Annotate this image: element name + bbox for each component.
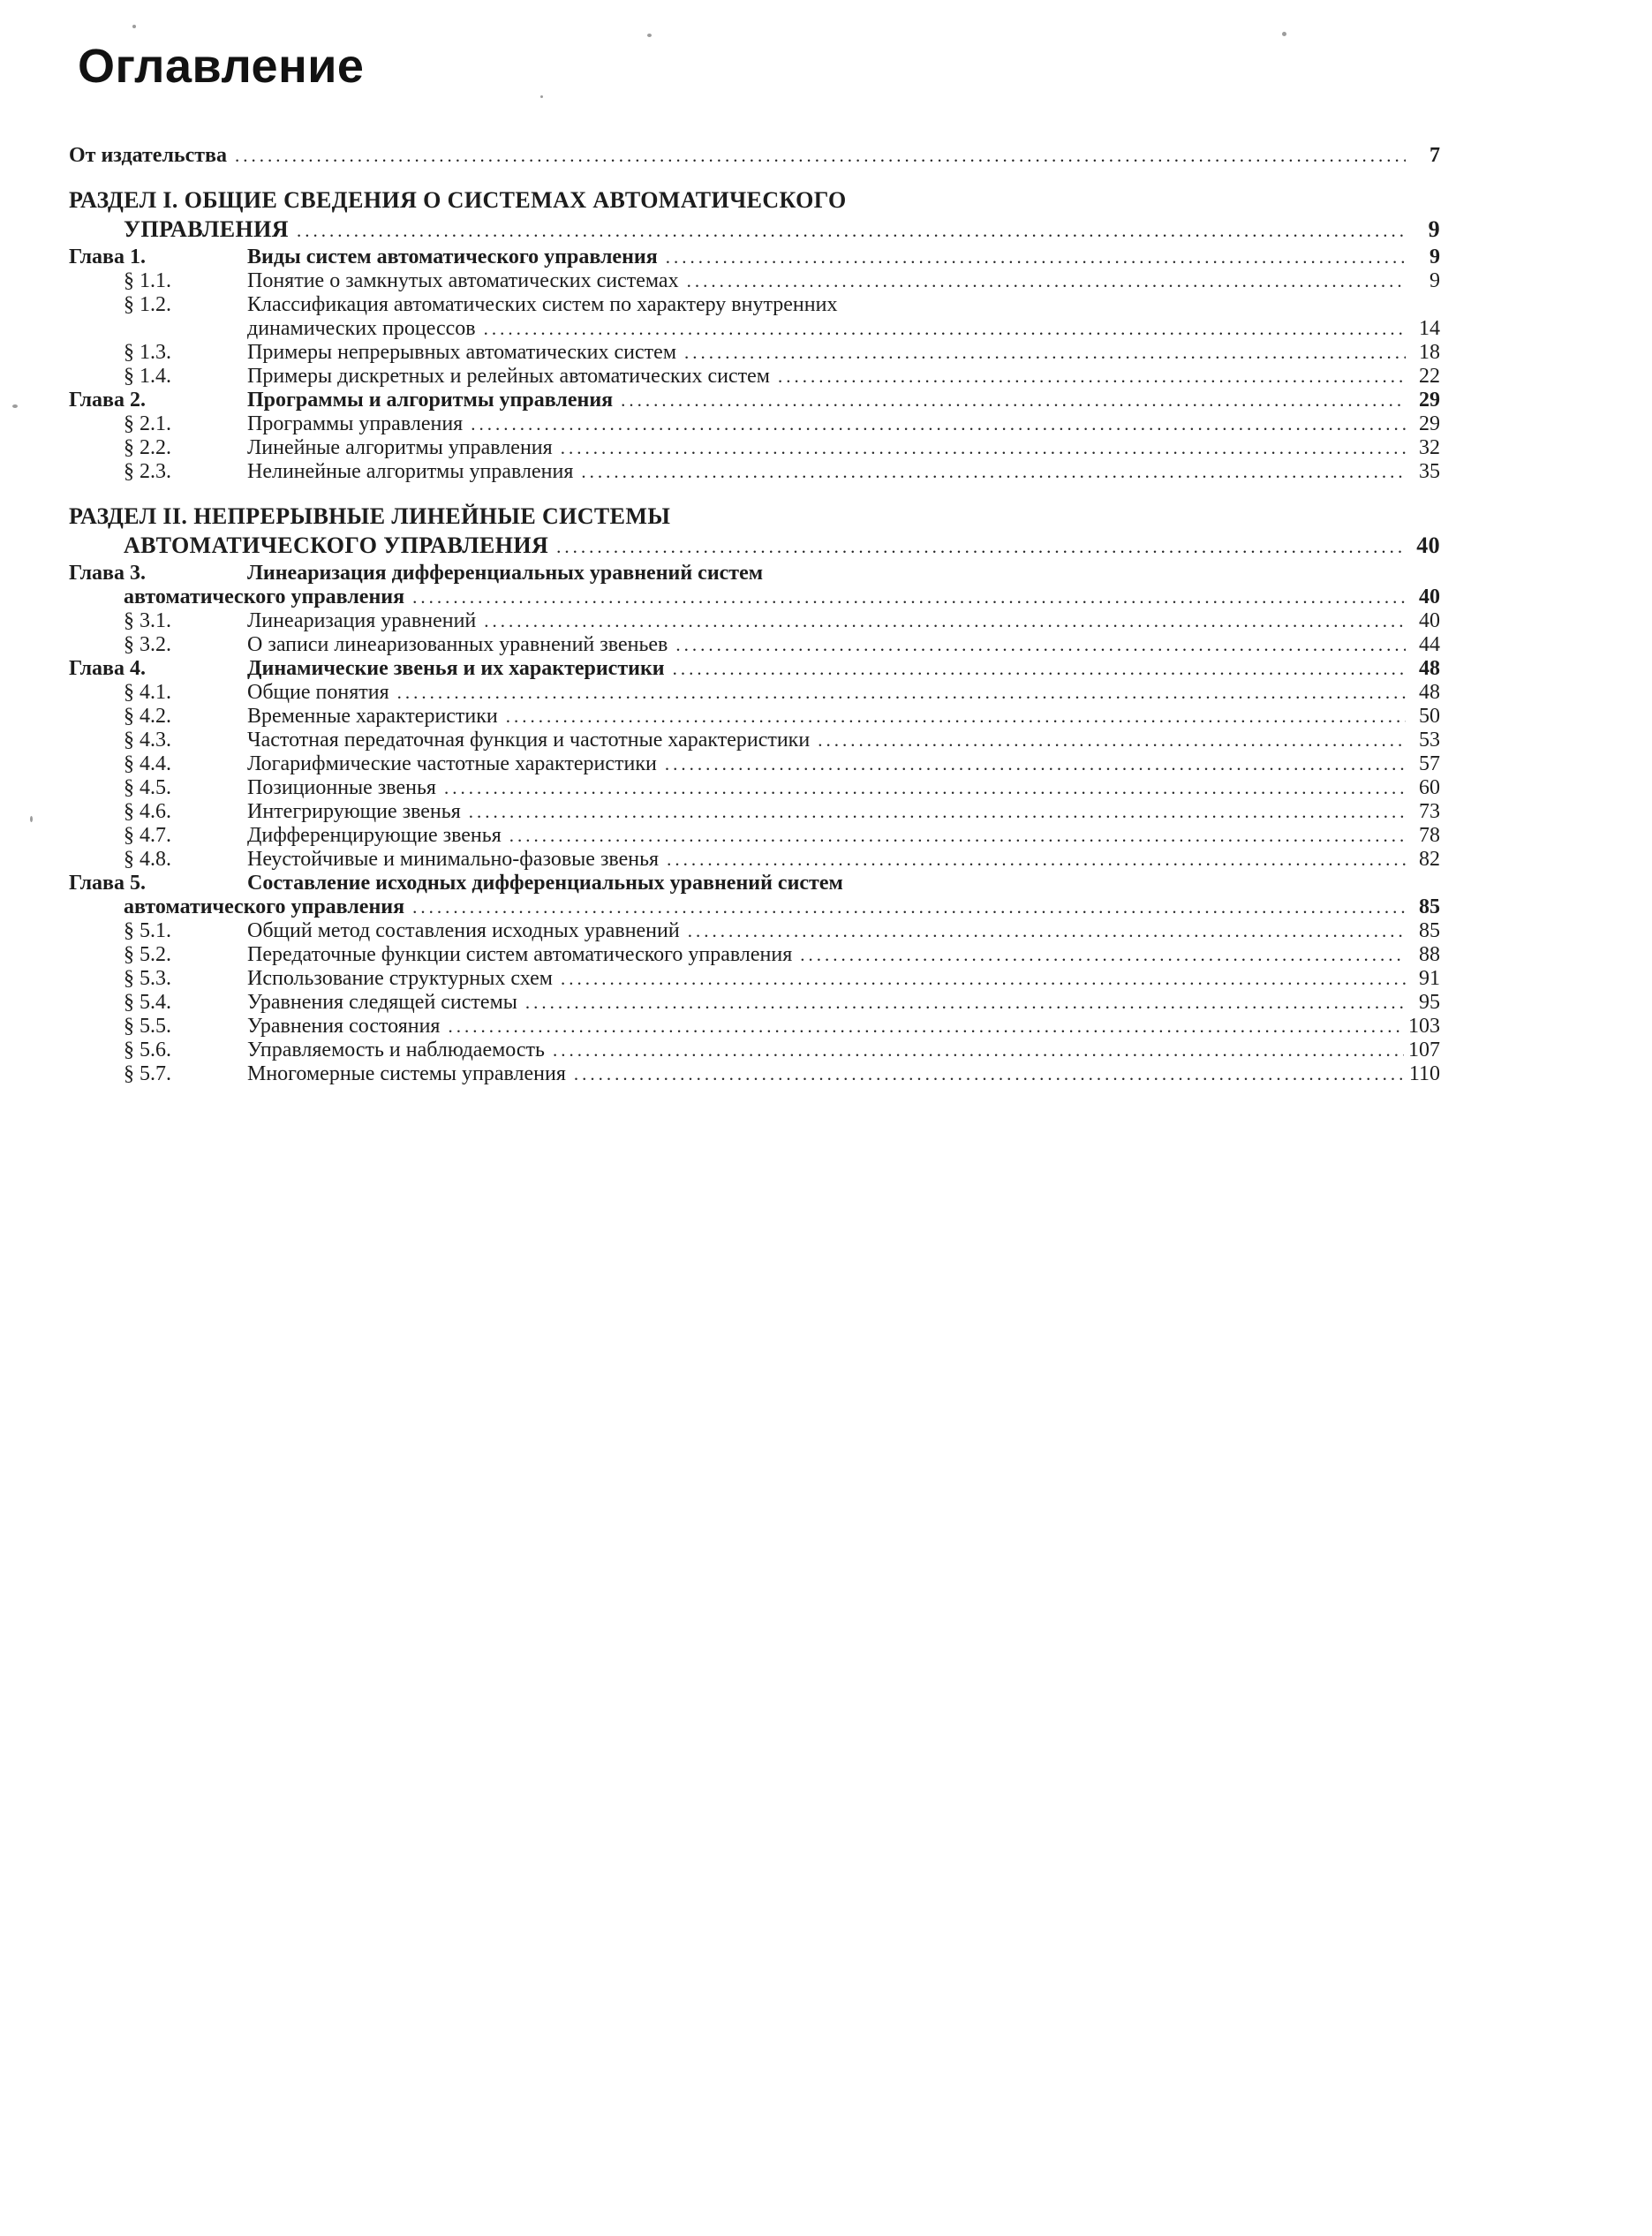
dot-leader [235, 144, 1406, 168]
toc-entry-label: Глава 1. [69, 246, 146, 269]
toc-entry [69, 185, 1440, 246]
dot-leader [484, 609, 1406, 633]
toc-entry-title: Динамические звенья и их характеристики [247, 657, 665, 681]
toc-entry-label: § 2.1. [124, 412, 171, 436]
toc-entry-title: Неустойчивые и минимально-фазовые звенья [247, 848, 660, 872]
toc-entry-title: Линеаризация уравнений [247, 609, 477, 633]
toc-entry-label: § 4.6. [124, 800, 171, 824]
toc-entry-line [69, 293, 1440, 317]
toc-entry [69, 967, 1440, 991]
dot-leader [448, 1015, 1404, 1039]
toc-entry-label: § 4.4. [124, 752, 171, 776]
toc-entry-title: Виды систем автоматического управления [247, 246, 658, 269]
toc-entry-label: § 2.2. [124, 436, 171, 460]
dot-leader [818, 729, 1406, 752]
toc-entry-title: Программы и алгоритмы управления [247, 389, 614, 412]
toc-page-number: 35 [1419, 460, 1440, 484]
toc-page-number: 29 [1419, 412, 1440, 436]
toc-entry-label: § 4.8. [124, 848, 171, 872]
toc-page-number: 14 [1419, 317, 1440, 341]
toc-entry-line [69, 185, 1440, 215]
toc-entry-title: Линеаризация дифференциальных уравнений систем [247, 562, 764, 585]
toc-entry-label: § 1.4. [124, 365, 171, 389]
toc-entry-line [69, 657, 1440, 681]
toc-entry-line [69, 776, 1440, 800]
toc-entry-title: Дифференцирующие звенья [247, 824, 502, 848]
toc-page-number: 40 [1419, 585, 1440, 609]
toc-page-number: 110 [1408, 1062, 1440, 1086]
dot-leader [561, 436, 1406, 460]
toc-entry-title: Понятие о замкнутых автоматических системах [247, 269, 679, 293]
toc-entry-line [69, 1039, 1440, 1062]
toc-entry [69, 752, 1440, 776]
toc-entry [69, 824, 1440, 848]
toc-entry-line [69, 752, 1440, 776]
toc-entry [69, 389, 1440, 412]
toc-page-number: 48 [1419, 681, 1440, 705]
dot-leader [581, 460, 1406, 484]
dot-leader [667, 848, 1406, 872]
toc-entry-line [69, 389, 1440, 412]
dot-leader [553, 1039, 1404, 1062]
toc-entry-line [69, 1062, 1440, 1086]
toc-entry-title: Составление исходных дифференциальных уравнений систем [247, 872, 843, 895]
toc-entry [69, 919, 1440, 943]
dot-leader [509, 824, 1406, 848]
toc-list [69, 144, 1440, 1086]
toc-entry-label: § 5.5. [124, 1015, 171, 1039]
toc-entry-line [69, 967, 1440, 991]
dot-leader [673, 657, 1406, 681]
toc-entry [69, 729, 1440, 752]
page-title: Оглавление [78, 40, 365, 93]
toc-entry-line [69, 531, 1440, 562]
dot-leader [484, 317, 1406, 341]
toc-entry-title: Использование структурных схем [247, 967, 553, 991]
toc-entry-title: Многомерные системы управления [247, 1062, 566, 1086]
toc-entry-line [69, 365, 1440, 389]
toc-page-number: 88 [1419, 943, 1440, 967]
toc-entry-line [69, 460, 1440, 484]
toc-entry-title: Уравнения состояния [247, 1015, 441, 1039]
toc-page-number: 95 [1419, 991, 1440, 1015]
dot-leader [574, 1062, 1405, 1086]
toc-entry [69, 705, 1440, 729]
toc-page-number: 91 [1419, 967, 1440, 991]
toc-page-number: 85 [1419, 895, 1440, 919]
toc-entry-line [69, 633, 1440, 657]
toc-page-number: 40 [1419, 609, 1440, 633]
toc-entry-label: § 5.7. [124, 1062, 171, 1086]
scan-speck [1282, 32, 1286, 36]
toc-entry [69, 293, 1440, 341]
toc-entry-line [69, 895, 1440, 919]
toc-page-number: 85 [1419, 919, 1440, 943]
scan-speck [540, 95, 543, 98]
toc-entry-line [69, 681, 1440, 705]
toc-entry-label: § 1.1. [124, 269, 171, 293]
toc-entry-title: Позиционные звенья [247, 776, 436, 800]
toc-entry-title: Логарифмические частотные характеристики [247, 752, 657, 776]
toc-page-number: 50 [1419, 705, 1440, 729]
toc-entry-line [69, 848, 1440, 872]
toc-entry [69, 502, 1440, 562]
toc-entry-label: § 2.3. [124, 460, 171, 484]
toc-entry-title: Линейные алгоритмы управления [247, 436, 553, 460]
toc-entry-title: Интегрирующие звенья [247, 800, 461, 824]
toc-page-number: 9 [1428, 216, 1440, 243]
toc-entry-line [69, 412, 1440, 436]
toc-entry-line [69, 943, 1440, 967]
toc-entry-title: Программы управления [247, 412, 464, 436]
toc-entry-label: § 4.7. [124, 824, 171, 848]
dot-leader [469, 800, 1406, 824]
toc-page-number: 40 [1416, 533, 1440, 559]
toc-page-number: 32 [1419, 436, 1440, 460]
toc-page-number: 29 [1419, 389, 1440, 412]
toc-entry-line [69, 585, 1440, 609]
toc-page-number: 73 [1419, 800, 1440, 824]
toc-entry [69, 681, 1440, 705]
toc-entry-line [69, 919, 1440, 943]
dot-leader [525, 991, 1406, 1015]
toc-entry-line [69, 436, 1440, 460]
toc-page-number: 7 [1429, 144, 1440, 168]
toc-page-number: 107 [1408, 1039, 1440, 1062]
dot-leader [665, 752, 1406, 776]
toc-entry-label: Глава 3. [69, 562, 146, 585]
dot-leader [561, 967, 1406, 991]
toc-entry-label: § 3.2. [124, 633, 171, 657]
toc-page-number: 103 [1408, 1015, 1440, 1039]
dot-leader [297, 215, 1406, 246]
toc-entry-line [69, 1015, 1440, 1039]
toc-entry [69, 1015, 1440, 1039]
toc-entry-line [69, 729, 1440, 752]
toc-entry [69, 848, 1440, 872]
toc-entry-line [69, 824, 1440, 848]
toc-entry [69, 269, 1440, 293]
scan-speck [647, 34, 652, 37]
toc-entry-title: динамических процессов [247, 317, 476, 341]
toc-entry [69, 562, 1440, 609]
toc-entry-line [69, 872, 1440, 895]
toc-entry-title: автоматического управления [124, 895, 405, 919]
toc-entry-title: автоматического управления [124, 585, 405, 609]
scan-speck [30, 816, 33, 822]
toc-page-number: 78 [1419, 824, 1440, 848]
toc-entry [69, 365, 1440, 389]
toc-entry-title: Частотная передаточная функция и частотные характеристики [247, 729, 811, 752]
toc-entry-title: Общий метод составления исходных уравнений [247, 919, 680, 943]
toc-entry-label: Глава 5. [69, 872, 146, 895]
toc-entry-line [69, 144, 1440, 168]
toc-entry-line [69, 991, 1440, 1015]
toc-page-number: 57 [1419, 752, 1440, 776]
toc-entry-label: § 4.2. [124, 705, 171, 729]
toc-entry [69, 436, 1440, 460]
toc-entry [69, 341, 1440, 365]
toc-entry [69, 872, 1440, 919]
toc-entry-line [69, 609, 1440, 633]
toc-entry [69, 776, 1440, 800]
toc-entry-label: § 1.2. [124, 293, 171, 317]
toc-entry [69, 1062, 1440, 1086]
dot-leader [621, 389, 1406, 412]
toc-entry-label: Глава 4. [69, 657, 146, 681]
toc-entry-label: Глава 2. [69, 389, 146, 412]
toc-entry-line [69, 215, 1440, 246]
toc-entry-title: Общие понятия [247, 681, 389, 705]
toc-entry-title: Классификация автоматических систем по характеру внутренних [247, 293, 838, 317]
toc-entry [69, 246, 1440, 269]
toc-entry [69, 943, 1440, 967]
scan-speck [12, 404, 18, 408]
toc-entry-label: § 4.3. [124, 729, 171, 752]
toc-entry-label: § 4.1. [124, 681, 171, 705]
dot-leader [412, 585, 1406, 609]
toc-entry-label: § 5.1. [124, 919, 171, 943]
dot-leader [666, 246, 1406, 269]
toc-entry-label: § 5.2. [124, 943, 171, 967]
toc-entry-line [69, 800, 1440, 824]
toc-entry-label: § 3.1. [124, 609, 171, 633]
toc-entry [69, 144, 1440, 168]
toc-entry [69, 1039, 1440, 1062]
dot-leader [688, 919, 1406, 943]
toc-entry-title: О записи линеаризованных уравнений звеньев [247, 633, 668, 657]
toc-entry-line [69, 341, 1440, 365]
toc-entry-line [69, 705, 1440, 729]
toc-entry-title: РАЗДЕЛ II. НЕПРЕРЫВНЫЕ ЛИНЕЙНЫЕ СИСТЕМЫ [69, 503, 671, 530]
dot-leader [684, 341, 1406, 365]
toc-entry-title: Примеры дискретных и релейных автоматических систем [247, 365, 770, 389]
scan-speck [132, 25, 136, 28]
toc-entry [69, 991, 1440, 1015]
toc-entry [69, 633, 1440, 657]
toc-entry-title: РАЗДЕЛ I. ОБЩИЕ СВЕДЕНИЯ О СИСТЕМАХ АВТОМАТИЧЕСКОГО [69, 187, 847, 214]
toc-page-number: 9 [1429, 269, 1440, 293]
dot-leader [800, 943, 1406, 967]
toc-entry [69, 412, 1440, 436]
toc-entry-title: Нелинейные алгоритмы управления [247, 460, 574, 484]
toc-page-number: 44 [1419, 633, 1440, 657]
toc-entry-title: Временные характеристики [247, 705, 498, 729]
toc-entry-title: АВТОМАТИЧЕСКОГО УПРАВЛЕНИЯ [124, 533, 549, 559]
dot-leader [778, 365, 1406, 389]
toc-page-number: 18 [1419, 341, 1440, 365]
toc-entry-line [69, 246, 1440, 269]
toc-entry-label: § 5.3. [124, 967, 171, 991]
toc-page-number: 22 [1419, 365, 1440, 389]
toc-entry-title: От издательства [69, 144, 228, 168]
dot-leader [444, 776, 1406, 800]
toc-entry-label: § 1.3. [124, 341, 171, 365]
dot-leader [397, 681, 1406, 705]
toc-entry-line [69, 502, 1440, 531]
toc-entry-line [69, 317, 1440, 341]
dot-leader [687, 269, 1406, 293]
toc-page-number: 48 [1419, 657, 1440, 681]
dot-leader [506, 705, 1406, 729]
toc-entry-title: Уравнения следящей системы [247, 991, 517, 1015]
toc-entry [69, 657, 1440, 681]
toc-entry-label: § 5.6. [124, 1039, 171, 1062]
toc-page-number: 60 [1419, 776, 1440, 800]
toc-entry-title: Передаточные функции систем автоматического управления [247, 943, 793, 967]
toc-entry-label: § 5.4. [124, 991, 171, 1015]
toc-entry-line [69, 562, 1440, 585]
toc-entry-title: Управляемость и наблюдаемость [247, 1039, 545, 1062]
toc-page-number: 9 [1429, 246, 1440, 269]
toc-entry [69, 460, 1440, 484]
toc-entry-title: Примеры непрерывных автоматических систем [247, 341, 676, 365]
toc-entry-title: УПРАВЛЕНИЯ [124, 216, 289, 243]
toc-page-number: 53 [1419, 729, 1440, 752]
dot-leader [675, 633, 1406, 657]
dot-leader [412, 895, 1406, 919]
toc-entry [69, 609, 1440, 633]
dot-leader [556, 531, 1406, 562]
dot-leader [471, 412, 1406, 436]
toc-entry-line [69, 269, 1440, 293]
toc-entry [69, 800, 1440, 824]
toc-entry-label: § 4.5. [124, 776, 171, 800]
toc-page-number: 82 [1419, 848, 1440, 872]
